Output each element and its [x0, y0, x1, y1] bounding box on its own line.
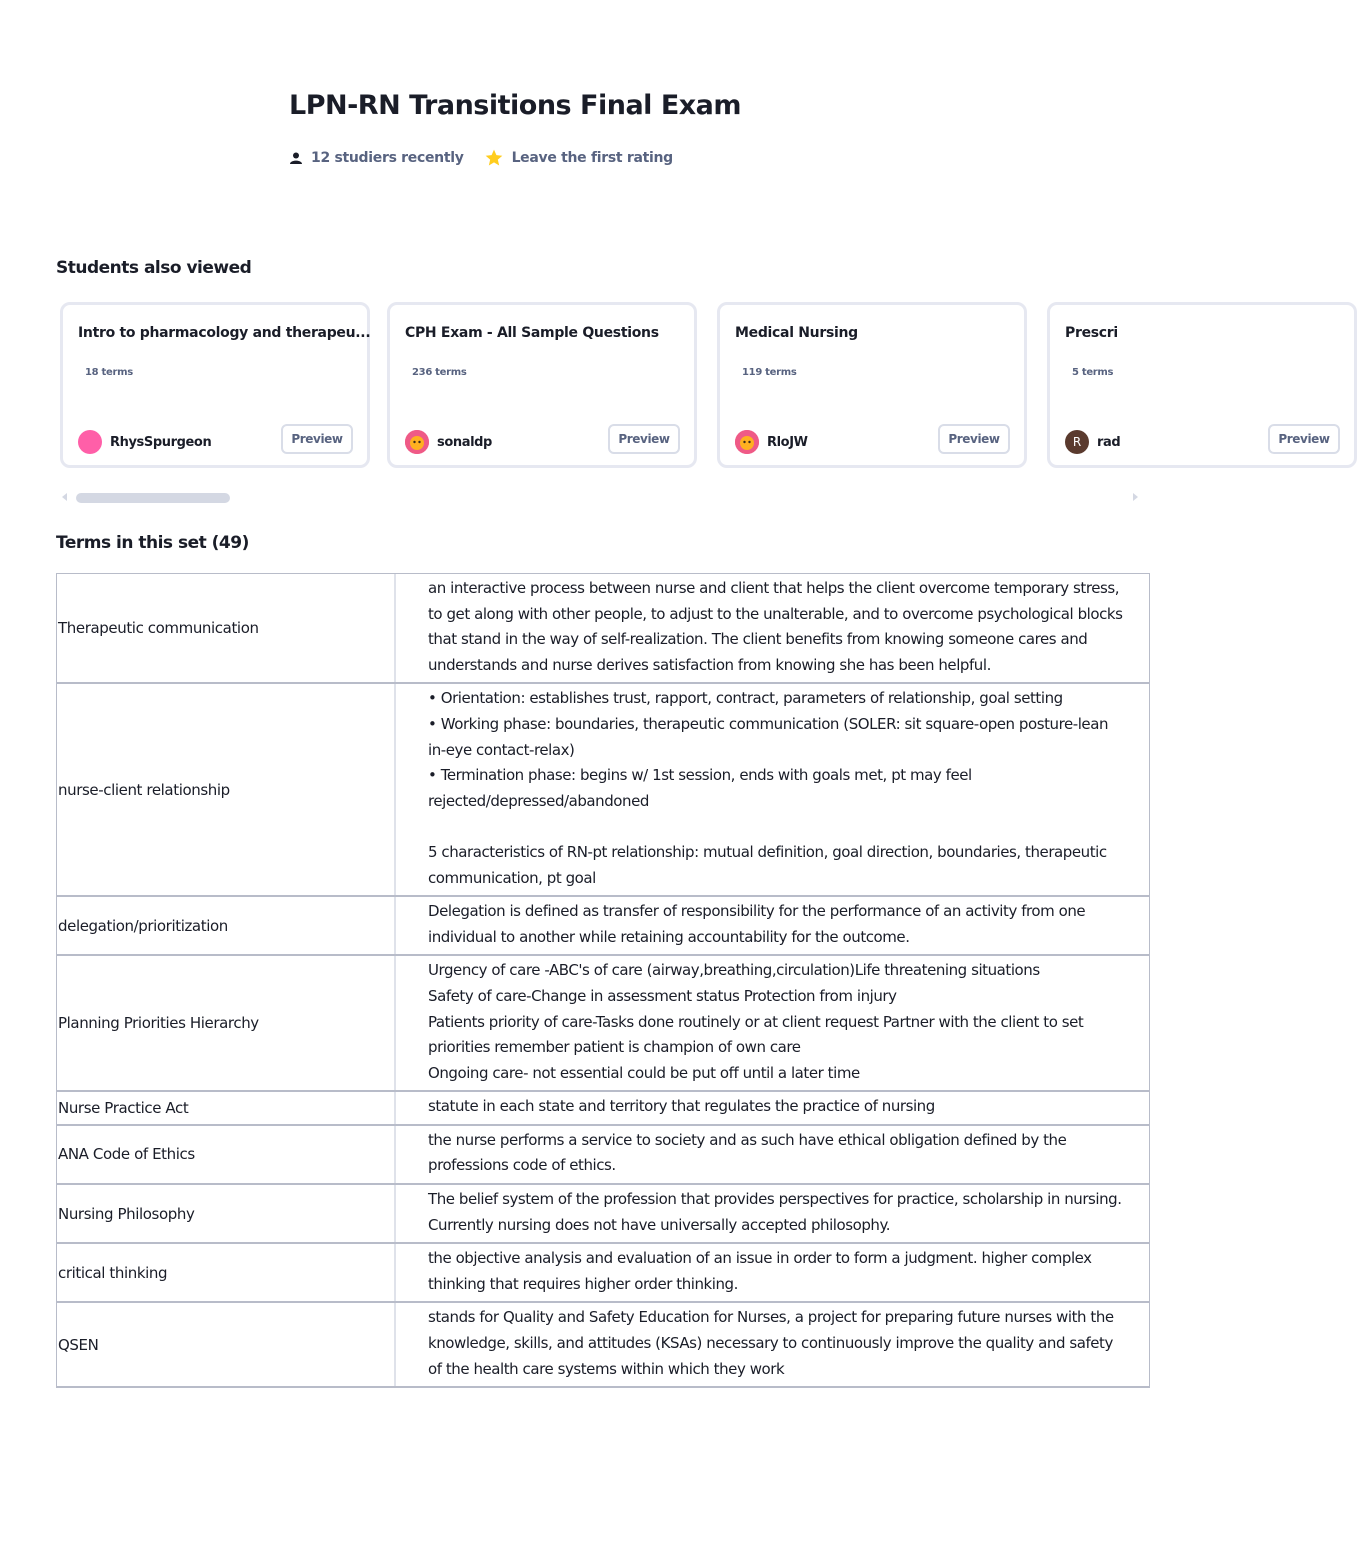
scroll-left-arrow[interactable]: [62, 493, 67, 501]
star-icon: [484, 148, 504, 168]
card-title[interactable]: Intro to pharmacology and therapeu...: [78, 325, 371, 341]
term-definition: stands for Quality and Safety Education for Nurses, a project for preparing future nurses with the knowledge, skills, and attitudes (KSAs) necessary to continuously improve the quality and safety of the health care systems within which they work: [394, 1303, 1149, 1386]
avatar: [405, 430, 429, 454]
card-terms-count: 236 terms: [412, 367, 467, 378]
card-terms-count: 18 terms: [85, 367, 133, 378]
table-row: [57, 956, 1149, 1092]
username[interactable]: sonaldp: [437, 434, 492, 450]
rating-label: Leave the first rating: [511, 150, 673, 166]
table-row: [57, 574, 1149, 684]
table-row: [57, 1244, 1149, 1303]
term-definition: the nurse performs a service to society and as such have ethical obligation defined by the professions code of ethics.: [394, 1126, 1149, 1183]
card-author[interactable]: [735, 430, 808, 454]
related-set-card[interactable]: [717, 302, 1027, 468]
card-terms-count: 5 terms: [1072, 367, 1114, 378]
term-word: Therapeutic communication: [58, 619, 259, 638]
term-definition: an interactive process between nurse and client that helps the client overcome temporary stress, to get along with other people, to adjust to the unalterable, and to overcome psychological blocks that stand in the way of self-realization. The client benefits from knowing someone cares and understands and nurse derives satisfaction from knowing she has been helpful.: [394, 574, 1149, 682]
table-row: [57, 897, 1149, 956]
username[interactable]: RhysSpurgeon: [110, 434, 212, 450]
term-word: nurse-client relationship: [58, 780, 230, 799]
related-set-card[interactable]: [60, 302, 370, 468]
preview-button[interactable]: Preview: [608, 424, 680, 454]
card-author[interactable]: [1065, 430, 1120, 454]
table-row: [57, 1126, 1149, 1185]
term-word: Nurse Practice Act: [58, 1099, 189, 1118]
terms-heading: Terms in this set (49): [56, 533, 249, 553]
related-set-card[interactable]: [1047, 302, 1357, 468]
person-icon: [289, 152, 303, 164]
table-row: [57, 1092, 1149, 1126]
table-row: [57, 1185, 1149, 1244]
studiers-count: 12 studiers recently: [311, 150, 464, 166]
card-author[interactable]: [405, 430, 492, 454]
term-word: ANA Code of Ethics: [58, 1145, 195, 1164]
term-definition: • Orientation: establishes trust, rapport, contract, parameters of relationship, goal setting • Working phase: boundaries, therapeutic communication (SOLER: sit square-open posture-lean in-eye contact-relax) • Termination phase: begins w/ 1st session, ends with goals met, pt may feel rejected/depressed/abandoned 5 characteristics of RN-pt relationship: mutual definition, goal direction, boundaries, therapeutic communication, pt goal: [394, 684, 1149, 895]
preview-button[interactable]: Preview: [938, 424, 1010, 454]
set-meta: [289, 148, 673, 168]
term-word: Nursing Philosophy: [58, 1204, 195, 1223]
avatar: [735, 430, 759, 454]
term-word: Planning Priorities Hierarchy: [58, 1014, 259, 1033]
username[interactable]: RloJW: [767, 434, 808, 450]
related-set-card[interactable]: [387, 302, 697, 468]
students-also-viewed-heading: Students also viewed: [56, 258, 252, 278]
username[interactable]: rad: [1097, 434, 1121, 450]
card-author[interactable]: [78, 430, 211, 454]
term-definition: Delegation is defined as transfer of responsibility for the performance of an activity from one individual to another while retaining accountability for the outcome.: [394, 897, 1149, 954]
term-definition: The belief system of the profession that provides perspectives for practice, scholarship in nursing. Currently nursing does not have universally accepted philosophy.: [394, 1185, 1149, 1242]
term-word: delegation/prioritization: [58, 916, 228, 935]
scroll-right-arrow[interactable]: [1133, 493, 1138, 501]
term-definition: statute in each state and territory that regulates the practice of nursing: [394, 1092, 1149, 1124]
table-row: [57, 684, 1149, 897]
preview-button[interactable]: Preview: [281, 424, 353, 454]
card-title[interactable]: CPH Exam - All Sample Questions: [405, 325, 659, 341]
card-title[interactable]: Medical Nursing: [735, 325, 858, 341]
card-terms-count: 119 terms: [742, 367, 797, 378]
rating-link[interactable]: [484, 148, 673, 168]
terms-table: [56, 573, 1150, 1388]
related-sets-carousel[interactable]: [78, 300, 1330, 475]
avatar: R: [1065, 430, 1089, 454]
carousel-scrollbar[interactable]: [76, 493, 230, 503]
table-row: [57, 1303, 1149, 1388]
preview-button[interactable]: Preview: [1268, 424, 1340, 454]
card-title[interactable]: Prescri: [1065, 325, 1118, 341]
term-word: QSEN: [58, 1335, 99, 1354]
avatar: [78, 430, 102, 454]
term-definition: Urgency of care -ABC's of care (airway,breathing,circulation)Life threatening situations Safety of care-Change in assessment status Protection from injury Patients priority of care-Tasks done routinely or at client request Partner with the client to set priorities remember patient is champion of own care Ongoing care- not essential could be put off until a later time: [394, 956, 1149, 1090]
term-word: critical thinking: [58, 1263, 168, 1282]
page-title: LPN-RN Transitions Final Exam: [289, 90, 742, 121]
term-definition: the objective analysis and evaluation of an issue in order to form a judgment. higher complex thinking that requires higher order thinking.: [394, 1244, 1149, 1301]
